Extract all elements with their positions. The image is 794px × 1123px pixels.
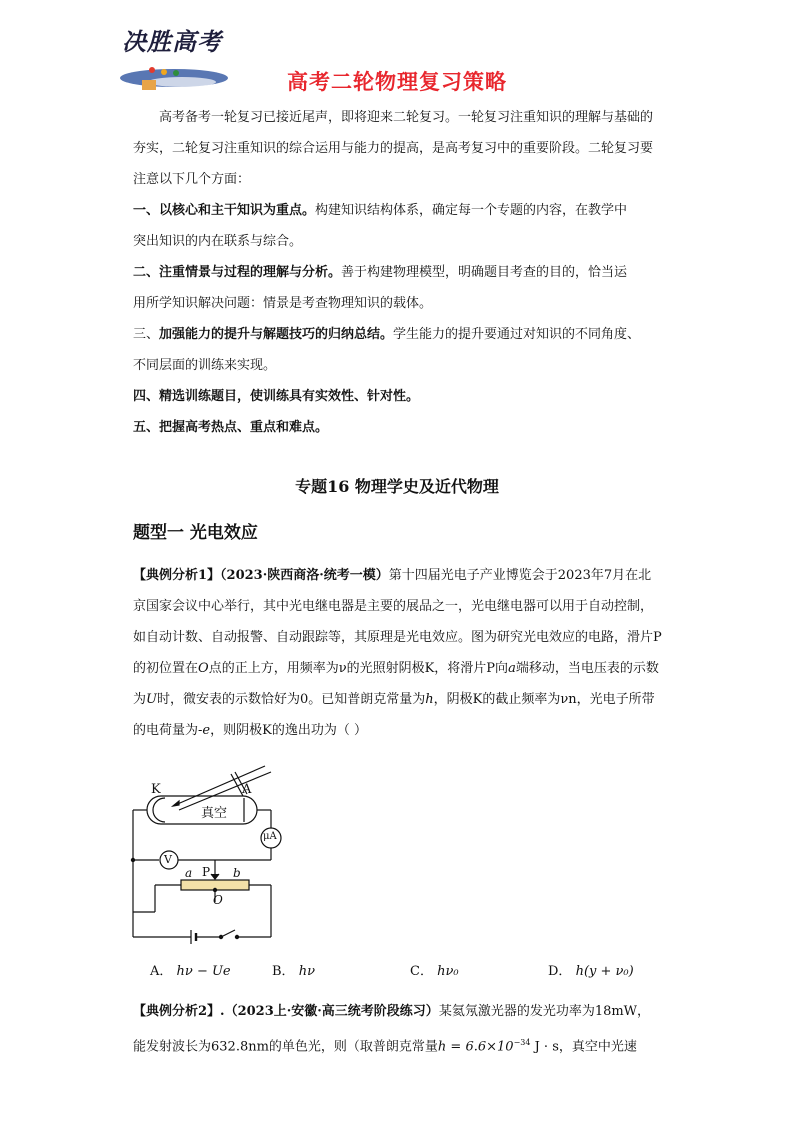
example-1-text-2: 点的正上方，用频率为ν的光照射阴极K，将滑片P向 bbox=[208, 661, 509, 676]
example-2-paragraph bbox=[133, 996, 673, 1062]
label-end-b: b bbox=[233, 866, 241, 880]
example-2-text-3: ，真空中光速 bbox=[558, 1039, 637, 1055]
photoelectric-circuit-diagram bbox=[125, 762, 285, 947]
example-1-paragraph bbox=[133, 560, 663, 746]
point-1-cont: 突出知识的内在联系与综合。 bbox=[133, 234, 303, 249]
example-1-var-a: a bbox=[508, 661, 516, 676]
example-1-var-o: O bbox=[198, 661, 209, 676]
question-type-title: 题型一 光电效应 bbox=[133, 523, 258, 543]
point-2-cont: 用所学知识解决问题：情景是考查物理知识的载体。 bbox=[133, 296, 433, 311]
option-c-expr: hν₀ bbox=[437, 964, 459, 979]
point-3-number: 三、 bbox=[133, 327, 160, 342]
option-d-letter: D． bbox=[548, 964, 572, 979]
point-3-cont: 不同层面的训练来实现。 bbox=[133, 358, 277, 373]
option-d[interactable] bbox=[548, 960, 634, 979]
point-1-bold: 一、以核心和主干知识为重点。 bbox=[133, 203, 316, 218]
label-slider-p: P bbox=[202, 865, 211, 879]
option-d-expr: h(y + ν₀) bbox=[575, 964, 634, 979]
option-b-expr: hν bbox=[298, 964, 315, 979]
point-2 bbox=[133, 257, 673, 288]
label-vacuum: 真空 bbox=[201, 806, 228, 821]
example-2-source: .（2023上·安徽·高三统考阶段练习） bbox=[220, 1004, 439, 1019]
label-k: K bbox=[151, 782, 161, 797]
intro-paragraph: 高考备考一轮复习已接近尾声，即将迎来二轮复习。一轮复习注重知识的理解与基础的夯实，二轮复习注重知识的综合运用与能力的提高，是高考复习中的重要阶段。二轮复习要注意以下几个方面： bbox=[133, 110, 654, 187]
document-title: 高考二轮物理复习策略 bbox=[287, 70, 507, 94]
point-3-text: 学生能力的提升要通过对知识的不同角度、 bbox=[393, 327, 641, 342]
label-voltmeter: V bbox=[164, 853, 172, 866]
point-2-text: 善于构建物理模型，明确题目考查的目的，恰当运 bbox=[341, 265, 628, 280]
option-c-letter: C． bbox=[410, 964, 433, 979]
option-b-letter: B． bbox=[272, 964, 295, 979]
example-1-text-3: 端移动，当电压表的示数为 bbox=[133, 661, 659, 707]
example-2-line-2 bbox=[133, 1027, 673, 1062]
label-a: A bbox=[242, 782, 252, 797]
option-b[interactable] bbox=[272, 960, 315, 979]
example-1-var-e: e bbox=[202, 723, 211, 738]
label-point-o: O bbox=[213, 893, 223, 907]
example-1-text-6: ，则阴极K的逸出功为（ ） bbox=[210, 723, 367, 738]
option-a[interactable] bbox=[150, 960, 231, 979]
example-1-source: （2023·陕西商洛·统考一模） bbox=[220, 568, 389, 583]
point-5: 五、把握高考热点、重点和难点。 bbox=[133, 420, 329, 435]
example-1-text-5: ，阴极K的截止频率为νn，光电子所带的电荷量为- bbox=[133, 692, 655, 738]
logo-text: 决胜高考 bbox=[122, 28, 222, 56]
point-1-text: 构建知识结构体系，确定每一个专题的内容，在教学中 bbox=[315, 203, 628, 218]
option-a-expr: hν − Ue bbox=[176, 964, 231, 979]
circuit-svg bbox=[125, 762, 285, 947]
example-2-label: 【典例分析2】 bbox=[133, 1004, 221, 1019]
point-1 bbox=[133, 195, 673, 226]
label-end-a: a bbox=[185, 866, 193, 880]
point-3 bbox=[133, 319, 673, 350]
option-c[interactable] bbox=[410, 960, 459, 979]
answer-options bbox=[0, 960, 794, 984]
example-2-h-unit: J · s bbox=[530, 1039, 559, 1055]
example-2-h-exponent: −34 bbox=[513, 1038, 531, 1047]
example-2-h-expr: h = 6.6×10 bbox=[437, 1039, 514, 1055]
example-1-text-4: 时，微安表的示数恰好为0。已知普朗克常量为 bbox=[156, 692, 426, 707]
example-1-var-u: U bbox=[146, 692, 157, 707]
example-2-line-1 bbox=[133, 996, 673, 1027]
section-title: 专题16 物理学史及近代物理 bbox=[295, 477, 499, 496]
example-2-text-2: 能发射波长为632.8nm的单色光，则（取普朗克常量 bbox=[133, 1039, 438, 1055]
example-1-label: 【典例分析1】 bbox=[133, 568, 221, 583]
option-a-letter: A． bbox=[150, 964, 173, 979]
example-1-var-h: h bbox=[425, 692, 434, 707]
label-microammeter: μA bbox=[263, 831, 277, 842]
point-2-bold: 二、注重情景与过程的理解与分析。 bbox=[133, 265, 342, 280]
point-3-bold: 加强能力的提升与解题技巧的归纳总结。 bbox=[159, 327, 394, 342]
example-2-text-1: 某氦氖激光器的发光功率为18mW， bbox=[438, 1004, 651, 1019]
example-1-text-1: 第十四届光电子产业博览会于2023年7月在北京国家会议中心举行，其中光电继电器是主要的展品之一，光电继电器可以用于自动控制，如自动计数、自动报警、自动跟踪等，其原理是光电效应。图为研究光电效应的电路，滑片P的初位置在 bbox=[133, 568, 662, 676]
point-4: 四、精选训练题目，使训练具有实效性、针对性。 bbox=[133, 389, 420, 404]
